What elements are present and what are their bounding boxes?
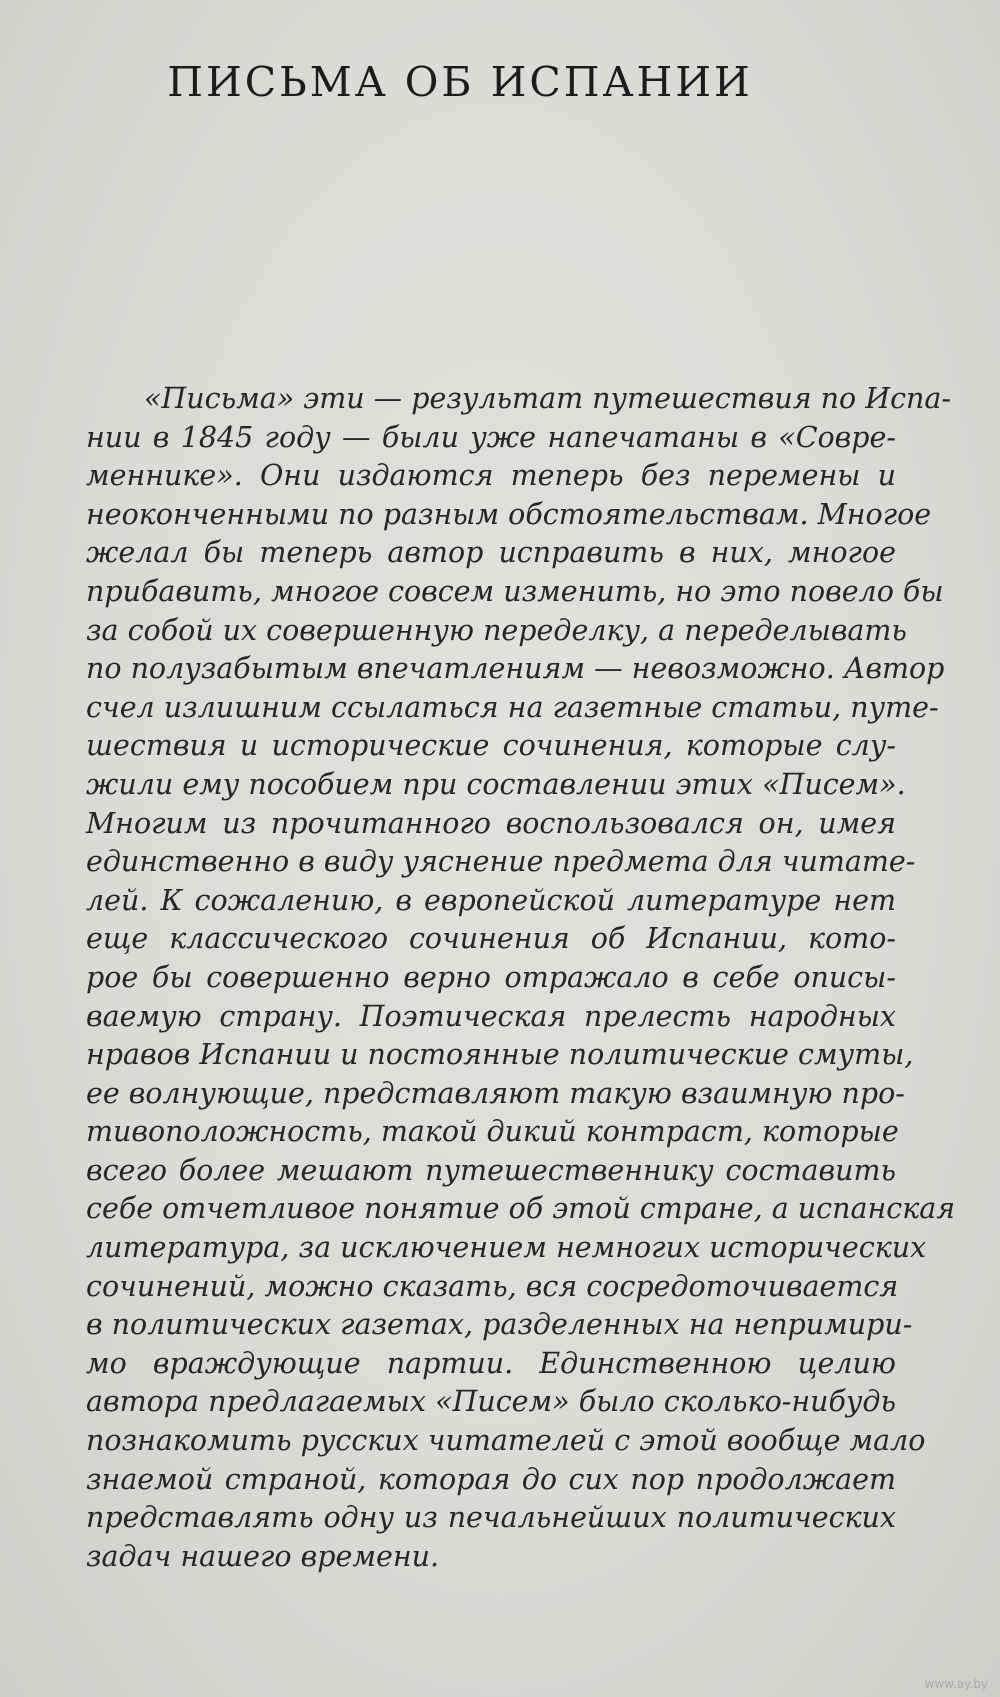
- text-line: лей. К сожалению, в европейской литературе нет: [86, 883, 896, 917]
- preface-paragraph: [86, 380, 956, 1576]
- text-line: ваемую страну. Поэтическая прелесть народных: [86, 999, 896, 1033]
- text-line: задач нашего времени.: [86, 1539, 440, 1573]
- text-line: сочинений, можно сказать, вся сосредоточивается: [86, 1269, 899, 1303]
- text-line: желал бы теперь автор исправить в них, многое: [86, 536, 896, 570]
- text-line: знаемой страной, которая до сих пор продолжает: [86, 1462, 896, 1496]
- text-line: нии в 1845 году — были уже напечатаны в «Совре-: [86, 420, 896, 454]
- text-line: жили ему пособием при составлении этих «Писем».: [86, 767, 906, 801]
- text-line: шествия и исторические сочинения, которые слу-: [86, 729, 896, 763]
- text-line: рое бы совершенно верно отражало в себе описы-: [86, 960, 896, 994]
- text-line: единственно в виду уяснение предмета для читате-: [86, 845, 916, 879]
- text-line: ее волнующие, представляют такую взаимную про-: [86, 1076, 905, 1110]
- text-line: познакомить русских читателей с этой вообще мало: [86, 1424, 926, 1458]
- text-line: за собой их совершенную переделку, а переделывать: [86, 613, 907, 647]
- text-line: неоконченными по разным обстоятельствам. Многое: [86, 497, 932, 531]
- text-line: представлять одну из печальнейших политических: [86, 1501, 896, 1535]
- text-line: тивоположность, такой дикий контраст, которые: [86, 1115, 899, 1149]
- text-line: мо враждующие партии. Единственною целию: [86, 1346, 896, 1380]
- text-line: меннике». Они издаются теперь без перемены и: [86, 459, 896, 493]
- text-line: автора предлагаемых «Писем» было сколько-нибудь: [86, 1385, 896, 1419]
- site-watermark: www.ay.by: [924, 1677, 988, 1691]
- text-line: литература, за исключением немногих исторических: [86, 1231, 927, 1265]
- text-line: «Письма» эти — результат путешествия по Испа-: [144, 382, 952, 415]
- page-title: ПИСЬМА ОБ ИСПАНИИ: [167, 58, 753, 106]
- text-line: Многим из прочитанного воспользовался он, имея: [86, 806, 896, 840]
- text-line: прибавить, многое совсем изменить, но это повело бы: [86, 574, 944, 608]
- text-line: по полузабытым впечатлениям — невозможно. Автор: [86, 652, 945, 686]
- text-line: всего более мешают путешественнику составить: [86, 1153, 896, 1187]
- text-line: еще классического сочинения об Испании, кото-: [86, 922, 896, 956]
- text-line: в политических газетах, разделенных на непримири-: [86, 1308, 913, 1342]
- text-line: счел излишним ссылаться на газетные статьи, путе-: [86, 690, 939, 724]
- text-line: себе отчетливое понятие об этой стране, а испанская: [86, 1192, 956, 1226]
- text-line: нравов Испании и постоянные политические смуты,: [86, 1038, 914, 1072]
